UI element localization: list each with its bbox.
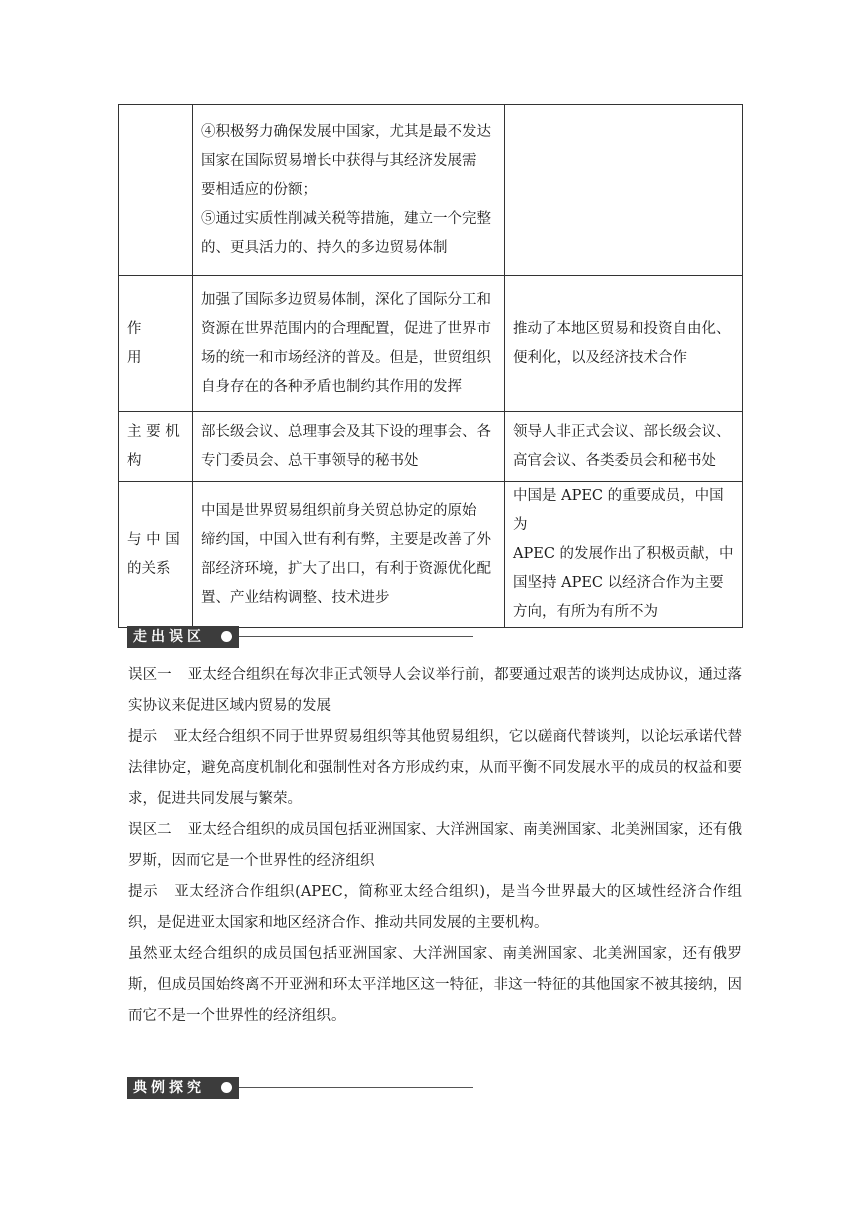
cell-line: ④积极努力确保发展中国家，尤其是最不发达 (201, 123, 491, 140)
section-title: 走出误区 (127, 626, 239, 648)
bullet-dot-icon (221, 631, 232, 642)
bullet-dot-icon (221, 1082, 232, 1093)
cell-line: 专门委员会、总干事领导的秘书处 (201, 452, 419, 469)
cell-line: 方向，有所为有所不为 (513, 604, 658, 620)
table-row (119, 412, 743, 482)
table-row (119, 482, 743, 628)
row-header-cell (119, 412, 193, 482)
cell-line: 加强了国际多边贸易体制，深化了国际分工和 (201, 291, 491, 308)
apec-cell (505, 276, 743, 412)
cell-line: 部经济环境，扩大了出口，有利于资源优化配 (201, 560, 491, 577)
misconception-text: 亚太经合组织的成员国包括亚洲国家、大洋洲国家、南美洲国家、北美洲国家，还有俄罗斯，因而它是一个世界性的经济组织 (128, 822, 742, 869)
row-header-cell (119, 105, 193, 276)
cell-line: 要相适应的份额； (201, 181, 317, 198)
wto-cell (193, 276, 505, 412)
section-title: 典例探究 (127, 1077, 239, 1099)
misconception-label: 误区一 (128, 667, 172, 683)
cell-line: 便利化，以及经济技术合作 (513, 349, 687, 366)
section-rule (239, 1087, 473, 1088)
cell-line: 领导人非正式会议、部长级会议、 (513, 423, 731, 440)
row-header-line: 构 (127, 452, 142, 469)
table-row (119, 276, 743, 412)
cell-line: 中国是世界贸易组织前身关贸总协定的原始 (201, 502, 477, 519)
cell-line: 缔约国，中国入世有利有弊，主要是改善了外 (201, 531, 491, 548)
cell-line: 国坚持 APEC 以经济合作为主要 (513, 575, 724, 591)
cell-line: 资源在世界范围内的合理配置，促进了世界市 (201, 320, 491, 337)
hint-label: 提示 (128, 884, 159, 900)
wto-cell (193, 105, 505, 276)
table-row (119, 105, 743, 276)
cell-line: 推动了本地区贸易和投资自由化、 (513, 320, 731, 337)
cell-line: 高官会议、各类委员会和秘书处 (513, 452, 716, 469)
row-header-line: 与 中 国 (127, 531, 180, 548)
hint-text: 亚太经合组织不同于世界贸易组织等其他贸易组织，它以磋商代替谈判，以论坛承诺代替法律协定，避免高度机制化和强制性对各方形成约束，从而平衡不同发展水平的成员的权益和要求，促进共同发展与繁荣。 (128, 729, 743, 807)
hint-text: 亚太经济合作组织(APEC，简称亚太经合组织)，是当今世界最大的区域性经济合作组织，是促进亚太国家和地区经济合作、推动共同发展的主要机构。 (128, 884, 743, 931)
cell-line: 自身存在的各种矛盾也制约其作用的发挥 (201, 378, 462, 395)
wto-cell (193, 482, 505, 628)
misconception-label: 误区二 (128, 822, 172, 838)
apec-cell (505, 412, 743, 482)
cell-line: APEC 的发展作出了积极贡献，中 (513, 546, 734, 562)
apec-cell (505, 105, 743, 276)
section-banner-examples (127, 1077, 473, 1099)
hint-extra-paragraph: 虽然亚太经合组织的成员国包括亚洲国家、大洋洲国家、南美洲国家、北美洲国家，还有俄罗斯，但成员国始终离不开亚洲和环太平洋地区这一特征，非这一特征的其他国家不被其接纳，因而它不是一个世界性的经济组织。 (128, 946, 742, 1024)
cell-line: 场的统一和市场经济的普及。但是，世贸组织 (201, 349, 491, 366)
row-header-cell (119, 482, 193, 628)
apec-cell (505, 482, 743, 628)
section-rule (239, 636, 473, 637)
cell-line: 中国是 APEC 的重要成员，中国为 (513, 488, 724, 533)
row-header-line: 主 要 机 (127, 423, 180, 440)
misconceptions-block (128, 660, 742, 1032)
hint-label: 提示 (128, 729, 158, 745)
row-header-line: 作 (127, 320, 142, 337)
cell-line: 的、更具活力的、持久的多边贸易体制 (201, 239, 448, 256)
section-banner-misconceptions (127, 626, 473, 648)
cell-line: 国家在国际贸易增长中获得与其经济发展需 (201, 152, 477, 169)
misconception-text: 亚太经合组织在每次非正式领导人会议举行前，都要通过艰苦的谈判达成协议，通过落实协议来促进区域内贸易的发展 (128, 667, 742, 714)
comparison-table (118, 104, 743, 628)
cell-line: ⑤通过实质性削减关税等措施，建立一个完整 (201, 210, 491, 227)
misconception-item (128, 660, 742, 722)
misconception-item (128, 815, 742, 877)
row-header-line: 用 (127, 349, 142, 366)
cell-line: 部长级会议、总理事会及其下设的理事会、各 (201, 423, 491, 440)
cell-line: 置、产业结构调整、技术进步 (201, 589, 390, 606)
row-header-cell (119, 276, 193, 412)
wto-cell (193, 412, 505, 482)
row-header-line: 的关系 (127, 560, 171, 577)
hint-item (128, 722, 742, 815)
hint-item (128, 877, 742, 939)
